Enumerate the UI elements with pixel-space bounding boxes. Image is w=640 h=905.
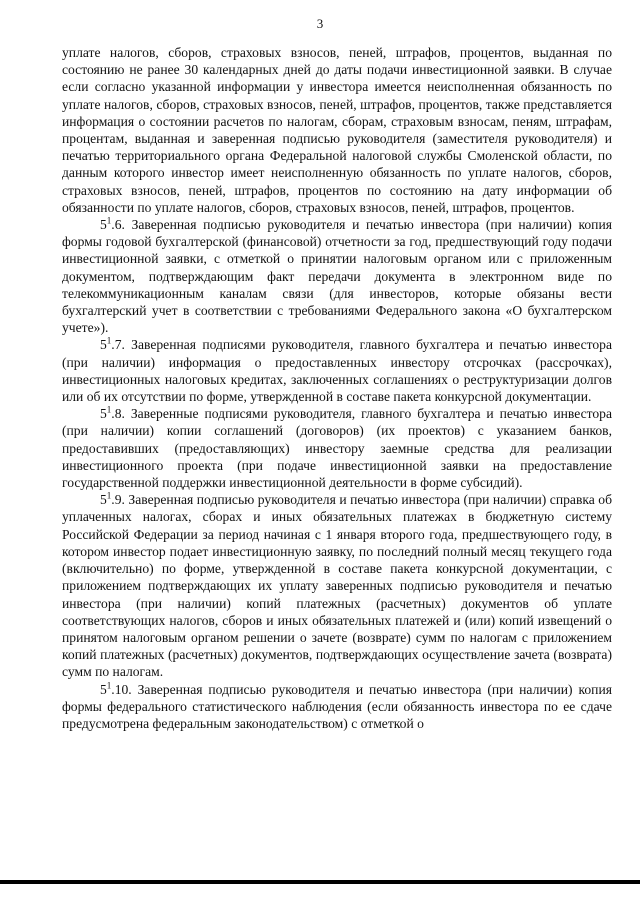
paragraph-5-1-8 <box>62 405 612 491</box>
scan-border-line <box>0 880 640 884</box>
paragraph-text: Заверенные подписями руководителя, главного бухгалтера и печатью инвестора (при наличии) копии соглашений (договоров) (их проектов) с указанием банков, предоставивших (предоставляющих) инвестору заемные средства для реализации инвестиционного проекта (при подаче инвестиционной заявки на предоставление государственной поддержки инвестиционной деятельности в форме субсидий). <box>62 406 613 491</box>
paragraph-number <box>100 406 131 421</box>
document-body <box>62 44 612 732</box>
paragraph-5-1-9 <box>62 491 612 680</box>
paragraph-5-1-6 <box>62 216 612 336</box>
paragraph-number <box>100 337 131 352</box>
paragraph-text: Заверенная подписями руководителя, главного бухгалтера и печатью инвестора (при наличии) информация о предоставленных инвестору отсрочках (рассрочках), инвестиционных налоговых кредитах, заключенных соглашениях о реструктуризации долгов или об их отсутствии по форме, утвержденной в составе пакета конкурсной документации. <box>62 337 612 405</box>
paragraph-number-base: 5 <box>100 217 107 233</box>
paragraph-number-superscript: 1 <box>106 679 112 690</box>
paragraph-number-base: 5 <box>100 406 107 422</box>
page-number: 3 <box>316 16 324 31</box>
paragraph-number-superscript: 1 <box>106 335 112 346</box>
paragraph-5-1-10 <box>62 681 612 733</box>
paragraph-text: Заверенная подписью руководителя и печатью инвестора (при наличии) копия формы годовой бухгалтерской (финансовой) отчетности за год, предшествующий году подачи инвестиционной заявки, с отметкой о принятии налоговым органом или с приложенным документом, подтверждающим факт передачи документа в электронном виде по телекоммуникационным каналам связи (для инвесторов, которые обязаны вести бухгалтерский учет в соответствии с требованиями Федерального закона «О бухгалтерском учете»). <box>62 217 612 336</box>
paragraph-number-base: 5 <box>100 337 107 353</box>
paragraph-text: Заверенная подписью руководителя и печатью инвестора (при наличии) копия формы федерального статистического наблюдения (если обязанность инвестора по ее сдаче предусмотрена федеральным законодательством) с отметкой о <box>62 681 612 731</box>
paragraph-number-base: 5 <box>100 681 107 697</box>
paragraph-text: уплате налогов, сборов, страховых взносов, пеней, штрафов, процентов, выданная по состоянию не ранее 30 календарных дней до даты подачи инвестиционной заявки. В случае если согласно указанной информации у инвестора имеется неисполненная обязанность по уплате налогов, сборов, страховых взносов, пеней, штрафов, процентов, также представляется информация о состоянии расчетов по налогам, сборам, страховым взносам, пеням, штрафам, процентам, выданная и заверенная подписью руководителя (заместителя руководителя) и печатью территориального органа Федеральной налоговой службы Смоленской области, по данным которого инвестор имеет неисполненную обязанность по уплате налогов, сборов, страховых взносов, пеней, штрафов, процентов по состоянию на дату информации об обязанности по уплате налогов, сборов, страховых взносов, пеней, штрафов, процентов. <box>62 45 612 215</box>
paragraph-number-rest: .7. <box>111 337 132 353</box>
paragraph-text: Заверенная подписью руководителя и печатью инвестора (при наличии) справка об уплаченных налогах, сборах и иных обязательных платежах в бюджетную систему Российской Федерации за период начиная с 1 января второго года, предшествующего году, в котором инвестор подает инвестиционную заявку, по последний полный месяц текущего года (включительно) по форме, утвержденной в составе пакета конкурсной документации, с приложением подтверждающих их уплату заверенных подписью руководителя и печатью инвестора (при наличии) копий платежных (расчетных) документов об уплате соответствующих налогов, сборов и иных обязательных платежей и (или) копий извещений о принятом налоговым органом решении о зачете (возврате) сумм по налогам с приложением копий платежных (расчетных) документов, подтверждающих осуществление зачета (возврата) сумм по налогам. <box>62 492 612 680</box>
paragraph-number-base: 5 <box>100 492 107 508</box>
paragraph-taxes-continuation <box>62 44 612 216</box>
paragraph-5-1-7 <box>62 336 612 405</box>
paragraph-number <box>100 679 138 697</box>
paragraph-number-superscript: 1 <box>106 404 112 415</box>
paragraph-number-rest: .9. <box>111 492 129 508</box>
paragraph-number-superscript: 1 <box>106 215 112 226</box>
paragraph-number-rest: .6. <box>111 217 132 233</box>
paragraph-number-rest: .10. <box>111 681 138 697</box>
paragraph-number-superscript: 1 <box>106 490 112 501</box>
paragraph-number <box>100 217 132 232</box>
paragraph-number-rest: .8. <box>111 406 131 422</box>
paragraph-number <box>100 492 128 507</box>
